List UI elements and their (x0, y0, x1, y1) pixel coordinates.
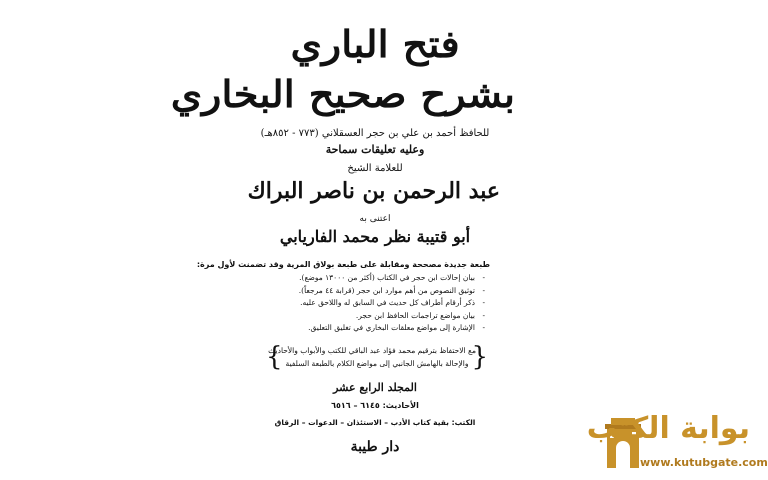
hadith-range: الأحاديث: ٦١٤٥ – ٦٥١٦ (331, 401, 419, 410)
care-name: أبو قتيبة نظر محمد الفاريابي (279, 227, 471, 246)
features-list (270, 272, 485, 335)
watermark-title: بوابة الكتب (586, 411, 750, 446)
scholar-label: للعلامة الشيخ (347, 163, 403, 174)
numbering-note (266, 342, 488, 372)
scholar-name: عبد الرحمن بن ناصر البراك (247, 178, 500, 204)
brace-right: { (471, 342, 488, 372)
brace-left: } (266, 342, 283, 372)
list-item: - بيان مواضع تراجمات الحافظ ابن حجر. (355, 310, 485, 320)
list-item: - بيان إحالات ابن حجر في الكتاب (أكثر من ١٣٠٠٠ موضع). (299, 273, 485, 282)
annotations-line: وعليه تعليقات سماحة (325, 143, 425, 156)
books-list: الكتب: بقية كتاب الأدب – الاستئذان – الدعوات – الرقاق (274, 418, 476, 427)
list-item: - ذكر أرقام أطراف كل حديث في السابق له واللاحق عليه. (300, 298, 485, 307)
volume-label: المجلد الرابع عشر (333, 381, 417, 394)
book-title-line2: بشرح صحيح البخاري (170, 72, 515, 117)
publisher-logo: دار طيبة (350, 439, 400, 455)
book-title-line1: فتح الباري (290, 22, 460, 67)
list-item: - الإشارة إلى مواضع معلقات البخاري في تغليق التعليق. (308, 323, 485, 332)
care-label: اعتنى به (359, 214, 391, 224)
note-line-2: والإحالة بالهامش الجانبي إلى مواضع الكلام بالطبعة السلفية (285, 359, 469, 368)
author-line: للحافظ أحمد بن علي بن حجر العسقلاني (٧٧٣ - ٨٥٢هـ) (260, 128, 490, 139)
note-line-1: مع الاحتفاظ بترقيم محمد فؤاد عبد الباقي للكتب والأبواب والأحاديث (268, 346, 476, 355)
edition-intro: طبعة جديدة مصححة ومقابلة على طبعة بولاق المرية وقد تضمنت لأول مرة: (196, 260, 490, 269)
watermark-url[interactable]: www.kutubgate.com (640, 456, 768, 469)
list-item: - توثيق النصوص من أهم موارد ابن حجر (قرابة ٤٤ مرجعاً). (298, 285, 485, 295)
